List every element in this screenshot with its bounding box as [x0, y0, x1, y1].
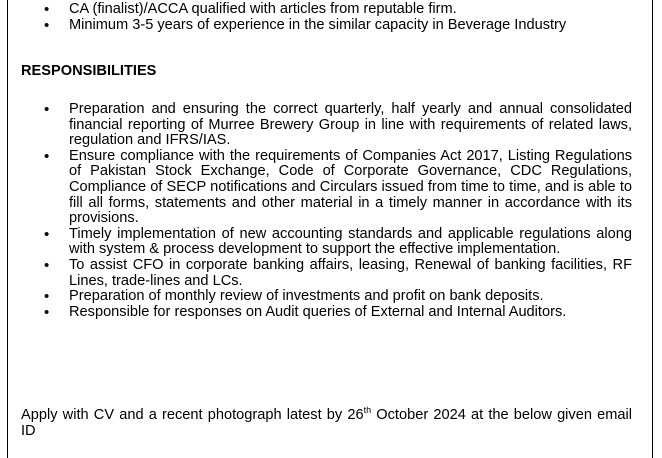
responsibility-item: • To assist CFO in corporate banking affairs, leasing, Renewal of banking facilities, RF Lines, trade-lines and LCs. [0, 258, 662, 289]
requirement-item: • CA (finalist)/ACCA qualified with articles from reputable firm. [0, 2, 662, 18]
responsibility-item: • Timely implementation of new accounting standards and applicable regulations along with system & process development to support the effective implementation. [0, 227, 662, 258]
responsibility-item: • Ensure compliance with the requirements of Companies Act 2017, Listing Regulations of Pakistan Stock Exchange, Code of Corporate Governance, CDC Regulations, Compliance of SECP notifications and Circulars issued from time to time, and is able to fill all forms, statements and other material in a timely manner in accordance with its provisions. [0, 149, 662, 227]
apply-instructions [21, 405, 632, 439]
apply-text-before: Apply with CV and a recent photograph latest by 26 [21, 407, 364, 423]
apply-text-after: October 2024 at the below given email ID [21, 407, 632, 439]
requirements-list [0, 2, 662, 33]
responsibility-item: • Responsible for responses on Audit queries of External and Internal Auditors. [0, 305, 662, 321]
responsibilities-heading: RESPONSIBILITIES [21, 63, 157, 79]
responsibility-item: • Preparation and ensuring the correct quarterly, half yearly and annual consolidated financial reporting of Murree Brewery Group in line with requirements of related laws, regulation and IFRS/IAS. [0, 102, 662, 149]
responsibilities-list [0, 102, 662, 320]
date-ordinal-suffix: th [363, 405, 372, 415]
responsibility-item: • Preparation of monthly review of investments and profit on bank deposits. [0, 289, 662, 305]
requirement-item: • Minimum 3-5 years of experience in the similar capacity in Beverage Industry [0, 18, 662, 34]
